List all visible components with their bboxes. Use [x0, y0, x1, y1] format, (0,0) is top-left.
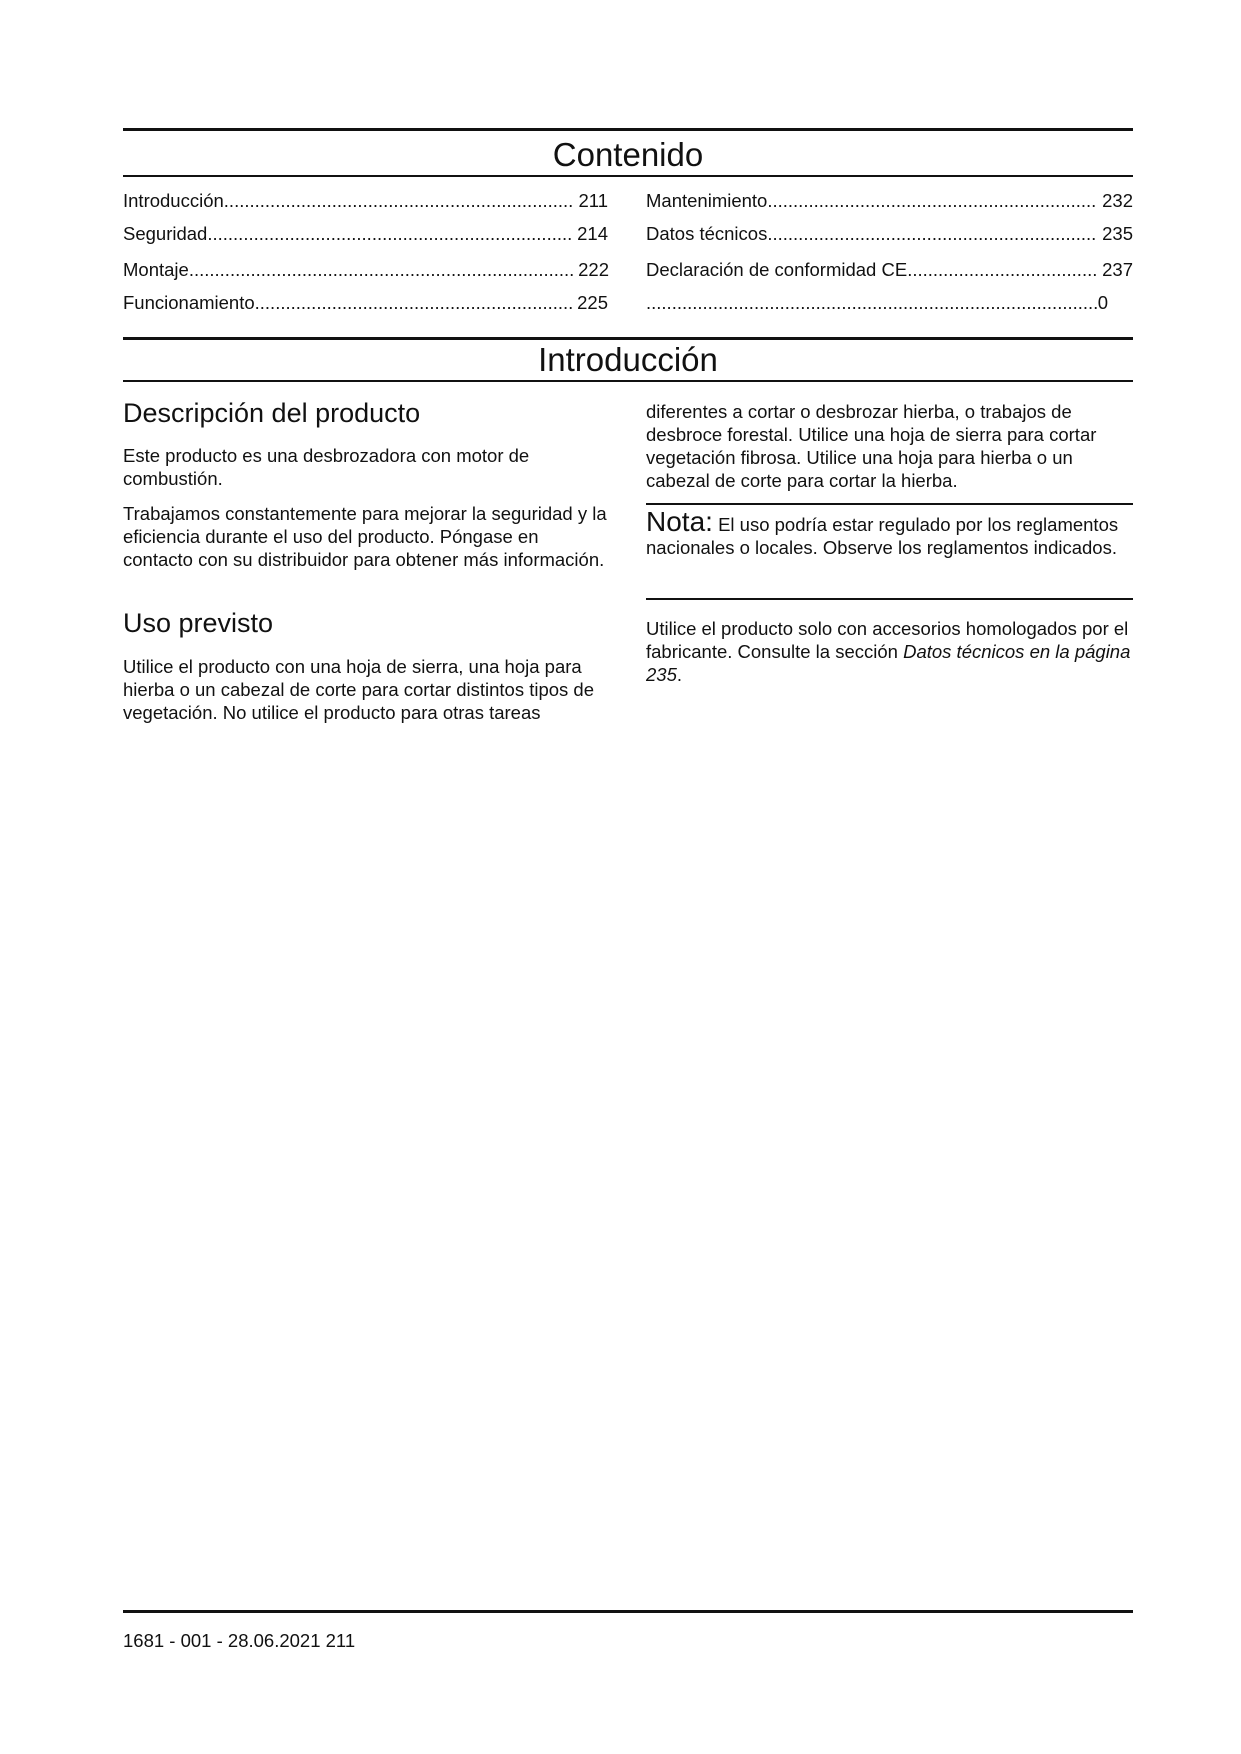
description-paragraph: Trabajamos constantemente para mejorar la seguridad y la eficiencia durante el uso del producto. Póngase en contacto con su distribuidor para obtener más información.: [123, 503, 607, 570]
toc-label: Introducción: [123, 190, 224, 211]
toc-label: Funcionamiento: [123, 292, 255, 313]
toc-page: 214: [577, 223, 608, 244]
toc-page: 0: [1097, 292, 1108, 313]
accessories-paragraph: [646, 617, 1133, 686]
toc-page: 235: [1102, 223, 1133, 244]
toc-label: Datos técnicos: [646, 223, 768, 244]
toc-entry[interactable]: [123, 259, 609, 281]
intro-bottom-rule: [123, 380, 1133, 382]
note-label: Nota:: [646, 506, 713, 537]
toc-entry[interactable]: [646, 259, 1133, 281]
note-top-rule: [646, 503, 1133, 505]
toc-label: Montaje: [123, 259, 189, 280]
use-paragraph-continued: diferentes a cortar o desbrozar hierba, o trabajos de desbroce forestal. Utilice una hoja de sierra para cortar vegetación fibrosa. Utilice una hoja para hierba o un cabezal de corte para cortar la hierba.: [646, 401, 1097, 491]
note-text: El uso podría estar regulado por los reglamentos nacionales o locales. Observe los reglamentos indicados.: [646, 514, 1119, 558]
description-paragraph: Este producto es una desbrozadora con motor de combustión.: [123, 445, 530, 489]
toc-label: Declaración de conformidad CE: [646, 259, 908, 280]
use-heading: Uso previsto: [123, 608, 274, 638]
toc-entry[interactable]: [646, 190, 1133, 212]
contents-bottom-rule: [123, 175, 1133, 177]
footer-text: 1681 - 001 - 28.06.2021 211: [123, 1630, 356, 1651]
toc-page: 237: [1102, 259, 1133, 280]
use-paragraph: Utilice el producto con una hoja de sierra, una hoja para hierba o un cabezal de corte para cortar distintos tipos de vegetación. No utilice el producto para otras tareas: [123, 656, 595, 723]
contents-title: Contenido: [552, 136, 704, 173]
toc-entry[interactable]: [646, 223, 1133, 245]
note-block: [646, 506, 1133, 559]
toc-label: Seguridad: [123, 223, 208, 244]
toc-entry[interactable]: [123, 223, 608, 245]
toc-page: 211: [578, 190, 608, 211]
accessories-text: Utilice el producto solo con accesorios homologados por el fabricante. Consulte la sección: [646, 618, 1129, 662]
toc-page: 222: [578, 259, 609, 280]
toc-entry[interactable]: [123, 190, 608, 212]
toc-page: 232: [1102, 190, 1133, 211]
note-bottom-rule: [646, 598, 1133, 600]
toc-entry[interactable]: [646, 292, 1108, 314]
description-heading: Descripción del producto: [123, 398, 421, 428]
contents-top-rule: [123, 128, 1133, 131]
toc-entry[interactable]: [123, 292, 608, 314]
toc-label: Mantenimiento: [646, 190, 768, 211]
toc-page: 225: [577, 292, 608, 313]
accessories-end: .: [676, 664, 683, 685]
intro-title: Introducción: [538, 341, 718, 378]
footer-rule: [123, 1610, 1133, 1613]
cross-reference-link[interactable]: Datos técnicos en la página 235: [646, 641, 1131, 685]
